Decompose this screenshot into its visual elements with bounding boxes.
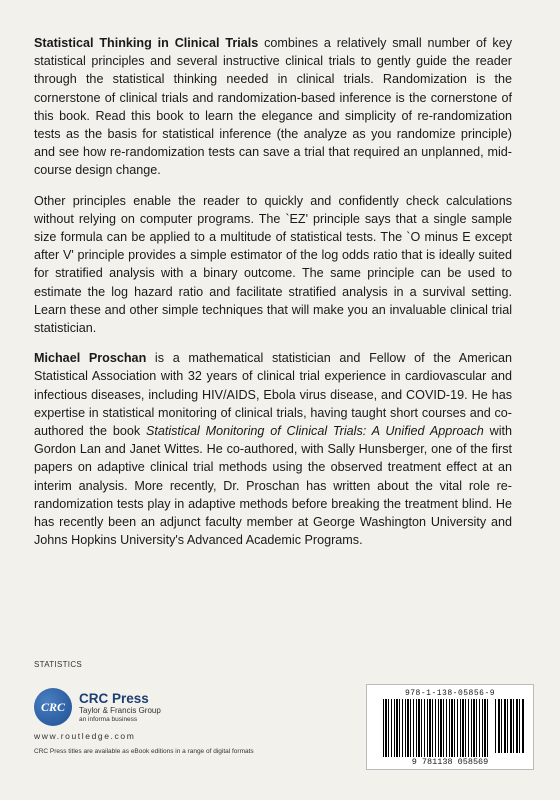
isbn-text: 978-1-138-05856-9	[404, 689, 496, 698]
publisher-logo	[34, 688, 161, 726]
publisher-brand: CRC Press	[79, 690, 149, 706]
author-bio	[34, 349, 512, 549]
isbn-barcode	[366, 684, 534, 770]
co-authored-book-title: Statistical Monitoring of Clinical Trials: A Unified Approach	[145, 424, 484, 439]
book-description	[34, 34, 512, 561]
bio-text-b: with Gordon Lan and Janet Wittes. He co-authored, with Sally Hunsberger, one of the first papers on adaptive clinical trial methods using the observed treatment effect at an interim analysis. More recently, Dr. Proschan has written about the vital role re-randomization tests play in adaptive methods before breaking the treatment blind. He has recently been an adjunct faculty member at George Washington University and Johns Hopkins University's Advanced Academic Programs.	[34, 424, 512, 548]
author-name: Michael Proschan	[34, 351, 147, 366]
ebook-note: CRC Press titles are available as eBook editions in a range of digital formats	[34, 748, 254, 755]
description-paragraph-1	[34, 34, 512, 180]
book-title: Statistical Thinking in Clinical Trials	[34, 36, 259, 50]
bio-text-a: is a mathematical statistician and Fellow of the American Statistical Association with 32 years of clinical trial experience in cardiovascular and infectious diseases, including HIV/AIDS, Ebola virus disease, and COVID-19. He has expertise in statistical monitoring of clinical trials, having taught short courses and co-authored the book	[34, 351, 512, 439]
description-paragraph-2: Other principles enable the reader to quickly and confidently check calculations without relying on computer programs. The `EZ' principle says that a single sample size formula can be applied to a multitude of statistical tests. The `O minus E except after V' principle provides a simple estimator of the log odds ratio that is ideally suited for stratified analysis with a binary outcome. The same principle can be used to estimate the log hazard ratio and facilitate stratified analysis in a survival setting. Learn these and other simple techniques that will make you an invaluable clinical trial statistician.	[34, 193, 512, 336]
publisher-website: www.routledge.com	[34, 731, 136, 741]
barcode-bars	[383, 699, 489, 759]
price-barcode-bars	[495, 699, 525, 753]
subject-category: STATISTICS	[34, 660, 83, 669]
publisher-name	[79, 691, 161, 723]
crc-logo-icon: CRC	[34, 688, 72, 726]
publisher-group: Taylor & Francis Group	[79, 706, 161, 716]
barcode-number: 9 781138 058569	[371, 757, 529, 767]
paragraph-1-text: combines a relatively small number of key statistical principles and several instructive clinical trials to gently guide the reader through the statistical thinking needed in clinical trials. Randomization is the cornerstone of clinical trials and randomization-based inference is the cornerstone of this book. Read this book to learn the elegance and simplicity of re-randomization tests as the basis for statistical inference (the analyze as you randomize principle) and see how re-randomization tests can save a trial that required an unplanned, mid-course design change.	[34, 36, 513, 178]
publisher-tagline: an informa business	[79, 715, 138, 723]
